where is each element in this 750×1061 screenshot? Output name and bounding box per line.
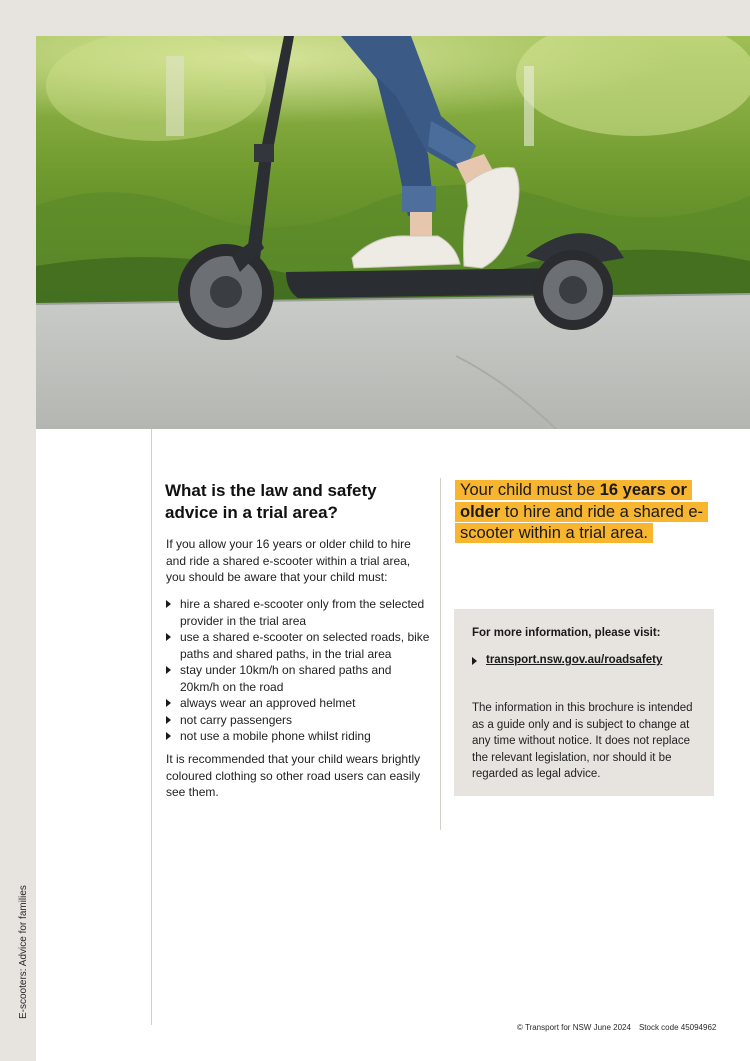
bullet-arrow-icon (166, 633, 171, 641)
top-band (0, 0, 750, 36)
callout-emphasis: 16 years or older (460, 481, 687, 521)
left-guide-line (151, 429, 152, 1025)
hero-photo (36, 36, 750, 429)
link-arrow-icon (472, 657, 477, 665)
roadsafety-link[interactable]: transport.nsw.gov.au/roadsafety (472, 654, 662, 666)
list-item: always wear an approved helmet (166, 695, 430, 712)
list-item: stay under 10km/h on shared paths and 20km/h on the road (166, 662, 430, 695)
list-item: not carry passengers (166, 712, 430, 729)
scooter-illustration (36, 36, 750, 429)
list-item: hire a shared e-scooter only from the selected provider in the trial area (166, 596, 430, 629)
bullet-arrow-icon (166, 732, 171, 740)
rules-list (166, 596, 430, 745)
info-box (454, 609, 714, 796)
footer (517, 1023, 716, 1032)
callout-highlight: Your child must be 16 years or older to hire and ride a shared e-scooter within a trial area. (455, 480, 708, 543)
disclaimer-text: The information in this brochure is intended as a guide only and is subject to change at any time without notice. It does not replace the relevant legislation, nor should it be regarded as legal advice. (472, 702, 693, 780)
bullet-arrow-icon (166, 600, 171, 608)
bullet-arrow-icon (166, 666, 171, 674)
age-callout (455, 480, 705, 545)
list-item: use a shared e-scooter on selected roads, bike paths and shared paths, in the trial area (166, 629, 430, 662)
column-divider (440, 478, 441, 830)
closing-paragraph: It is recommended that your child wears brightly coloured clothing so other road users can easily see them. (166, 752, 421, 799)
list-item: not use a mobile phone whilst riding (166, 728, 430, 745)
bullet-arrow-icon (166, 699, 171, 707)
copyright-text: © Transport for NSW June 2024 (517, 1023, 631, 1032)
stock-code: Stock code 45094962 (638, 1023, 717, 1032)
info-title: For more information, please visit: (472, 627, 661, 639)
intro-paragraph: If you allow your 16 years or older child to hire and ride a shared e-scooter within a trial area, you should be aware that your child must: (166, 537, 411, 584)
section-heading: What is the law and safety advice in a trial area? (165, 481, 377, 522)
side-label: E-scooters: Advice for families (18, 885, 29, 1019)
bullet-arrow-icon (166, 716, 171, 724)
